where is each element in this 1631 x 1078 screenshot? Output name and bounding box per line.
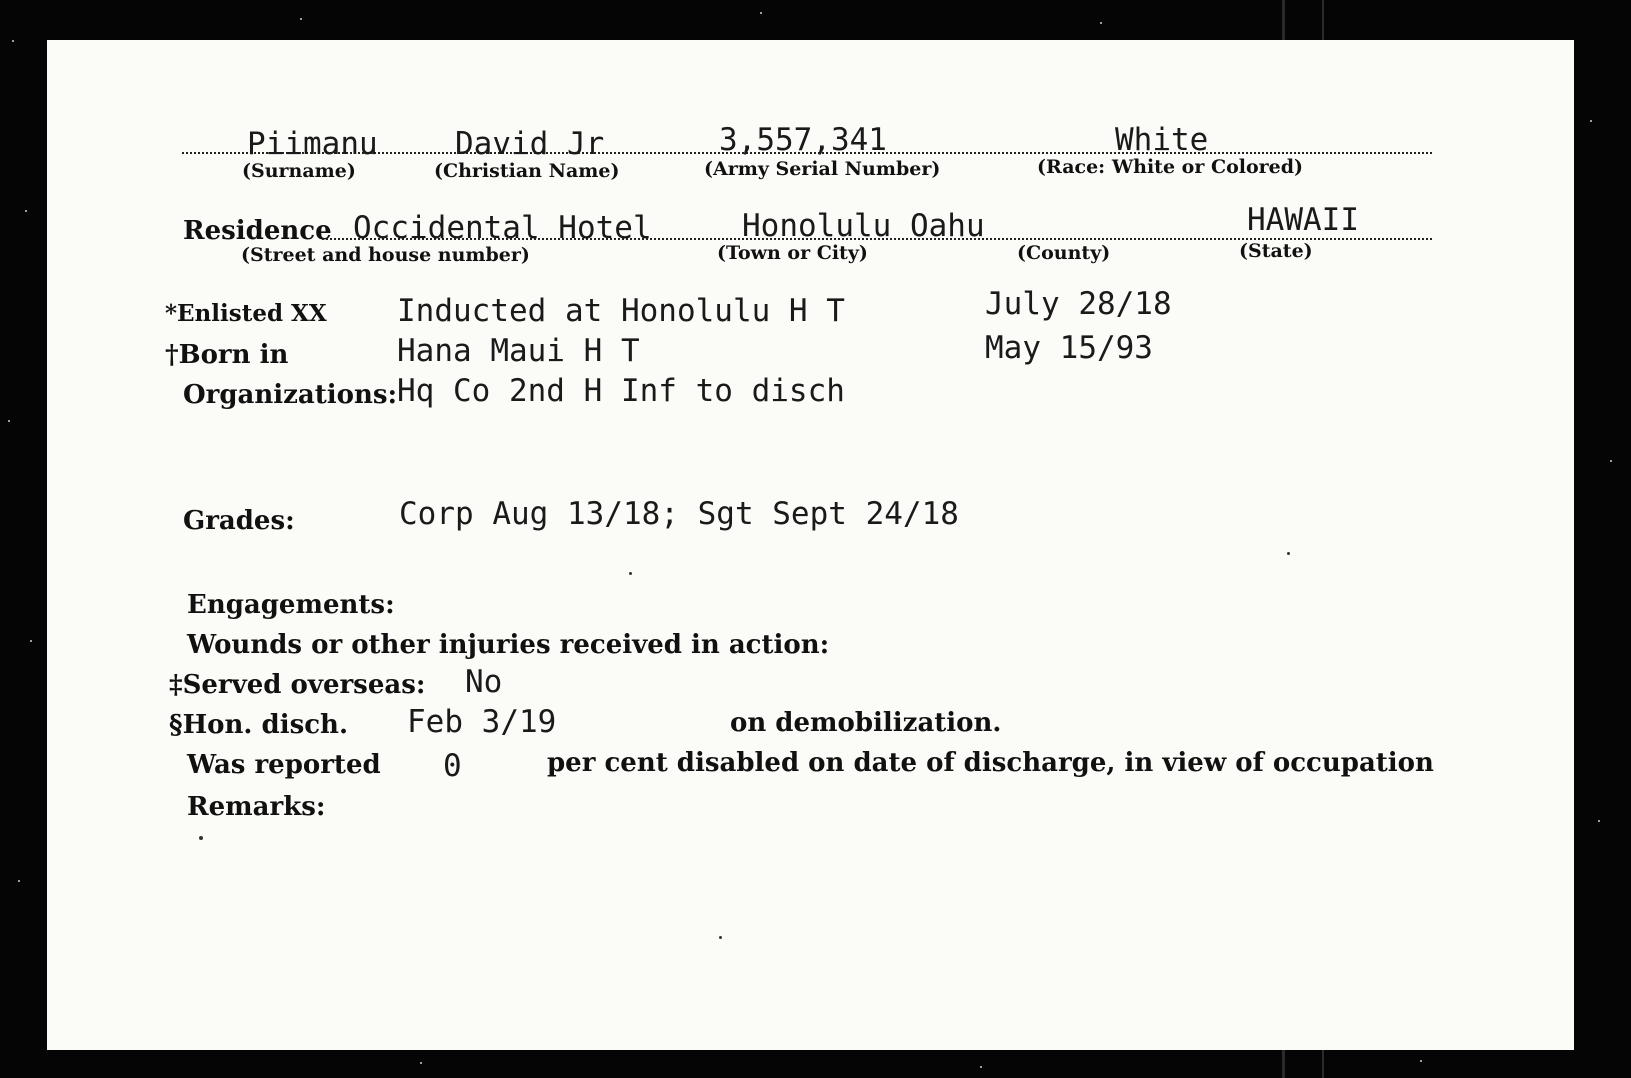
served-overseas-value: No bbox=[465, 664, 503, 700]
born-value: Hana Maui H T bbox=[397, 333, 640, 369]
ink-speck bbox=[629, 572, 632, 575]
ink-speck bbox=[1287, 552, 1290, 555]
reported-value: 0 bbox=[443, 748, 462, 784]
born-date: May 15/93 bbox=[985, 330, 1153, 366]
race-value: White bbox=[1115, 122, 1209, 158]
film-speck bbox=[760, 12, 762, 14]
wounds-label: Wounds or other injuries received in action: bbox=[187, 630, 830, 660]
organizations-label: Organizations: bbox=[183, 380, 398, 410]
residence-state-value: HAWAII bbox=[1247, 202, 1359, 238]
film-speck bbox=[420, 1062, 422, 1064]
film-speck bbox=[1590, 120, 1592, 122]
reported-label: Was reported bbox=[187, 750, 381, 780]
film-speck bbox=[980, 1066, 982, 1068]
discharge-suffix: on demobilization. bbox=[730, 708, 1002, 738]
film-speck bbox=[1598, 820, 1600, 822]
reported-suffix: per cent disabled on date of discharge, in view of occupation bbox=[547, 748, 1434, 778]
residence-label: Residence bbox=[183, 216, 332, 246]
caption-county: (County) bbox=[1017, 242, 1111, 264]
engagements-label: Engagements: bbox=[187, 590, 395, 620]
surname-value: Piimanu bbox=[247, 126, 378, 162]
serial-number-value: 3,557,341 bbox=[719, 122, 887, 158]
caption-state: (State) bbox=[1239, 240, 1313, 262]
film-speck bbox=[1420, 1060, 1422, 1062]
caption-christian-name: (Christian Name) bbox=[434, 160, 620, 182]
residence-street-value: Occidental Hotel bbox=[353, 210, 652, 246]
caption-town: (Town or City) bbox=[717, 242, 868, 264]
organizations-value: Hq Co 2nd H Inf to disch bbox=[397, 373, 845, 409]
service-record-card bbox=[47, 40, 1574, 1050]
grades-label: Grades: bbox=[183, 506, 295, 536]
film-speck bbox=[1100, 22, 1102, 24]
discharge-label: §Hon. disch. bbox=[169, 710, 348, 740]
film-speck bbox=[1610, 460, 1612, 462]
enlisted-label: *Enlisted XX bbox=[165, 300, 327, 327]
born-label: †Born in bbox=[165, 340, 289, 370]
served-overseas-label: ‡Served overseas: bbox=[169, 670, 426, 700]
grades-value: Corp Aug 13/18; Sgt Sept 24/18 bbox=[399, 496, 959, 532]
remarks-label: Remarks: bbox=[187, 792, 326, 822]
caption-race: (Race: White or Colored) bbox=[1037, 156, 1304, 178]
caption-surname: (Surname) bbox=[242, 160, 356, 182]
film-speck bbox=[8, 420, 10, 422]
film-speck bbox=[18, 880, 20, 882]
christian-name-value: David Jr bbox=[455, 126, 605, 162]
ink-speck bbox=[719, 936, 722, 939]
film-speck bbox=[25, 210, 27, 212]
residence-town-value: Honolulu Oahu bbox=[742, 208, 985, 244]
caption-street: (Street and house number) bbox=[241, 244, 530, 266]
caption-serial-number: (Army Serial Number) bbox=[704, 158, 941, 180]
discharge-value: Feb 3/19 bbox=[407, 704, 557, 740]
enlisted-date: July 28/18 bbox=[985, 286, 1172, 322]
film-speck bbox=[300, 18, 302, 20]
ink-speck bbox=[199, 836, 203, 840]
film-speck bbox=[12, 40, 14, 42]
film-speck bbox=[30, 640, 32, 642]
enlisted-value: Inducted at Honolulu H T bbox=[397, 293, 845, 329]
